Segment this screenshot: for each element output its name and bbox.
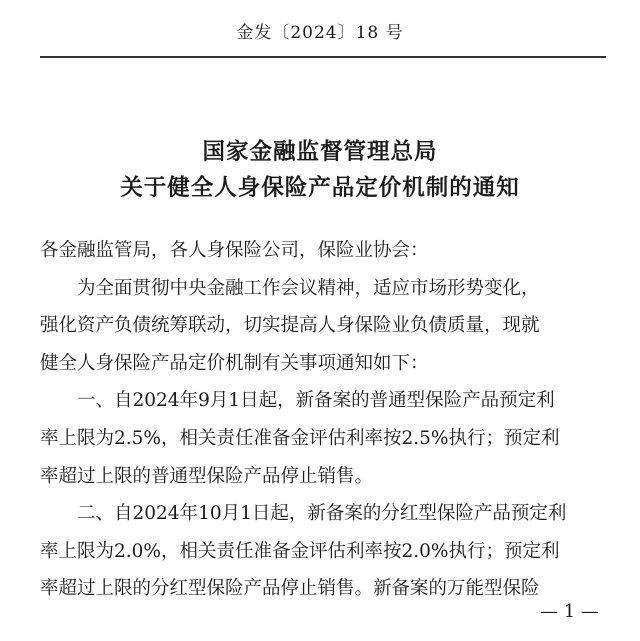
document-body <box>40 232 612 608</box>
paragraph-line: 二、自2024年10月1日起，新备案的分红型保险产品预定利 <box>77 503 567 525</box>
header-divider <box>40 56 606 58</box>
paragraph-line: 强化资产负债统筹联动，切实提高人身保险业负债质量，现就 <box>40 315 540 337</box>
title-line-2: 关于健全人身保险产品定价机制的通知 <box>120 175 520 201</box>
paragraph-line: 为全面贯彻中央金融工作会议精神，适应市场形势变化， <box>77 277 540 299</box>
paragraph-line: 健全人身保险产品定价机制有关事项通知如下： <box>40 352 429 374</box>
paragraph-line: 率上限为2.5%，相关责任准备金评估利率按2.5%执行；预定利 <box>40 427 560 449</box>
page-number: — 1 — <box>540 601 599 622</box>
document-number: 金发〔2024〕18 号 <box>236 23 404 43</box>
salutation: 各金融监管局，各人身保险公司，保险业协会： <box>40 240 429 261</box>
paragraph-line: 率上限为2.0%，相关责任准备金评估利率按2.0%执行；预定利 <box>40 540 560 562</box>
paragraph-line: 率超过上限的普通型保险产品停止销售。 <box>40 465 374 487</box>
paragraph-line: 率超过上限的分红型保险产品停止销售。新备案的万能型保险 <box>40 578 540 600</box>
paragraph-line: 一、自2024年9月1日起，新备案的普通型保险产品预定利 <box>77 390 555 412</box>
title-line-1: 国家金融监督管理总局 <box>202 139 438 165</box>
